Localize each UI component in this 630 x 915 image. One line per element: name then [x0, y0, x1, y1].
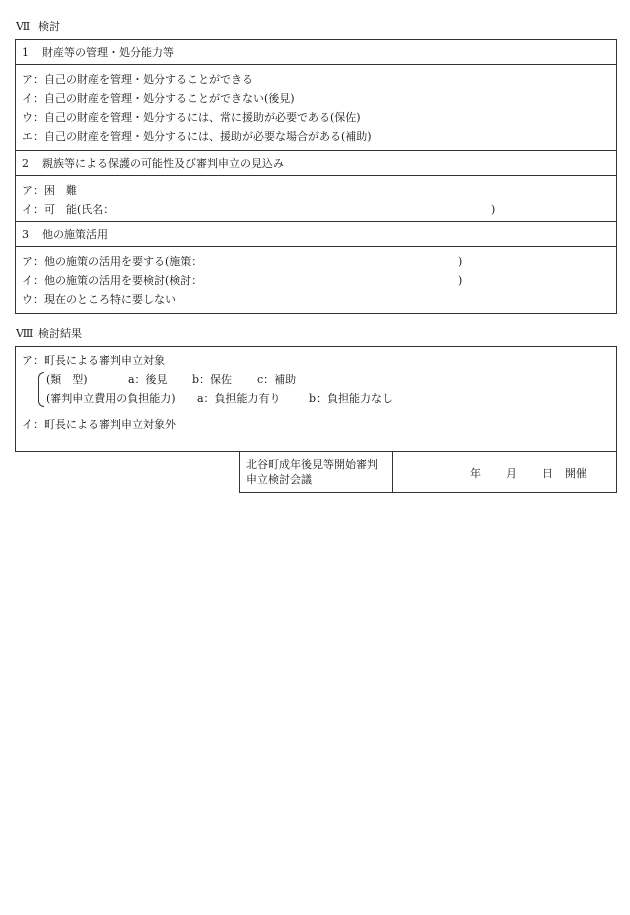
sub1-options: [16, 65, 616, 151]
date-year: 年: [470, 467, 481, 480]
sub3-option-b-label: イ：他の施策の活用を要検討(検討：: [22, 274, 203, 287]
sub1-title-row: [16, 40, 616, 65]
sub2-options: [16, 176, 616, 222]
section7-heading: [16, 20, 60, 34]
sub2-number: 2: [22, 157, 29, 170]
section8-option-b: イ：町長による審判申立対象外: [22, 418, 176, 431]
section8-option-a: ア：町長による審判申立対象: [22, 354, 165, 367]
committee-line1: 北谷町成年後見等開始審判: [246, 458, 378, 471]
section7-number: Ⅶ: [16, 20, 31, 33]
type-c: c：補助: [257, 373, 297, 386]
sub3-title: 他の施策活用: [42, 228, 108, 241]
sub2-option-b-label: イ：可 能(氏名：: [22, 203, 115, 216]
sub2-option-b-close: ): [491, 203, 496, 216]
sub1-option-c: ウ：自己の財産を管理・処分するには、常に援助が必要である(保佐): [22, 111, 361, 124]
sub2-title: 親族等による保護の可能性及び審判申立の見込み: [42, 157, 284, 170]
sub1-option-b: イ：自己の財産を管理・処分することができない(後見): [22, 92, 295, 105]
section8-heading: [16, 327, 82, 341]
sub3-option-a-close: ): [458, 255, 463, 268]
sub3-option-b-close: ): [458, 274, 463, 287]
sub3-option-a-label: ア：他の施策の活用を要する(施策：: [22, 255, 203, 268]
sub3-option-c: ウ：現在のところ特に要しない: [22, 293, 176, 306]
committee-box: [239, 451, 617, 493]
sub3-number: 3: [22, 228, 29, 241]
sub3-title-row: [16, 222, 616, 247]
section7-box: [15, 39, 617, 314]
committee-line2: 申立検討会議: [246, 473, 312, 486]
meeting-date: [393, 452, 616, 492]
type-b: b：保佐: [192, 373, 233, 386]
sub3-options: [16, 247, 616, 313]
date-month: 月: [506, 467, 517, 480]
committee-name: [240, 452, 393, 492]
sub2-title-row: [16, 151, 616, 176]
sub1-number: 1: [22, 46, 29, 59]
type-label: (類 型): [46, 373, 88, 386]
sub3-option-a: [22, 252, 616, 271]
date-day: 日: [542, 467, 553, 480]
section8-brace: [38, 372, 44, 407]
section8-title: 検討結果: [38, 327, 82, 340]
sub1-option-d: エ：自己の財産を管理・処分するには、援助が必要な場合がある(補助): [22, 130, 372, 143]
type-a: a：後見: [128, 373, 168, 386]
sub3-option-b: [22, 271, 616, 290]
sub1-title: 財産等の管理・処分能力等: [42, 46, 174, 59]
cost-b: b：負担能力なし: [309, 392, 394, 405]
cost-label: (審判申立費用の負担能力): [46, 392, 176, 405]
held-label: 開催: [565, 467, 587, 480]
cost-a: a：負担能力有り: [197, 392, 281, 405]
sub1-option-a: ア：自己の財産を管理・処分することができる: [22, 73, 253, 86]
section8-number: Ⅷ: [16, 327, 34, 340]
sub2-option-a: ア：困 難: [22, 184, 77, 197]
section8-box: [15, 346, 617, 452]
sub2-option-b: [22, 200, 616, 219]
section7-title: 検討: [38, 20, 60, 33]
